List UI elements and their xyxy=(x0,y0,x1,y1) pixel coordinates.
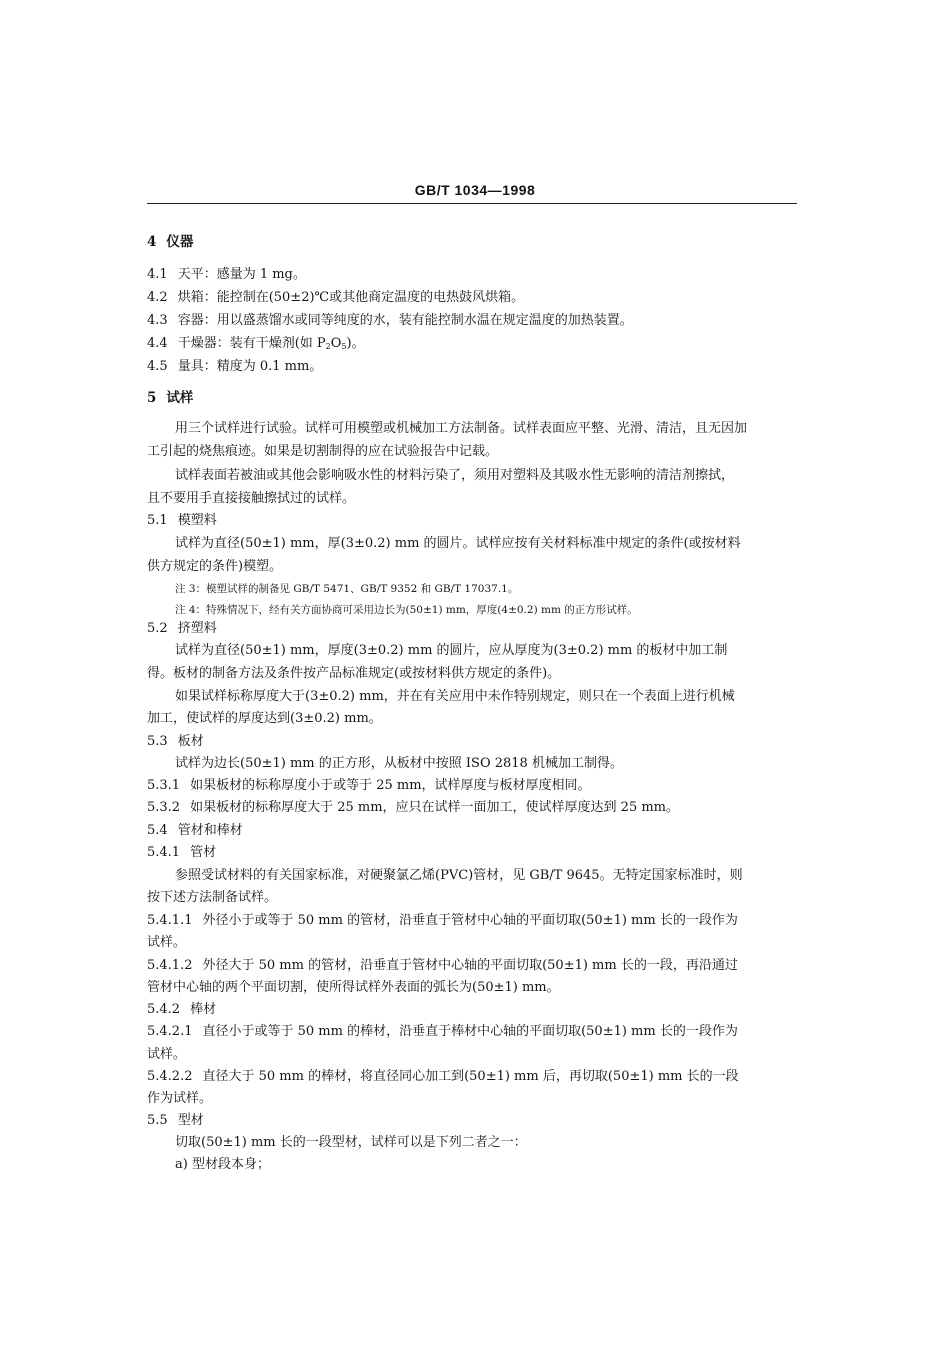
clause-5-4-2-heading: 5.4.2 棒材 xyxy=(147,1002,217,1017)
clause-5-3-1: 5.3.1 如果板材的标称厚度小于或等于 25 mm，试样厚度与板材厚度相同。 xyxy=(147,778,591,793)
paragraph-line: 切取(50±1) mm 长的一段型材，试样可以是下列二者之一： xyxy=(175,1135,527,1150)
paragraph-line: 试样为直径(50±1) mm，厚度(3±0.2) mm 的圆片，应从厚度为(3±0.2) mm 的板材中加工制 xyxy=(175,643,728,658)
clause-5-5-heading: 5.5 型材 xyxy=(147,1113,204,1128)
clause-4-1: 4.1 天平：感量为 1 mg。 xyxy=(147,267,306,282)
clause-4-2: 4.2 烘箱：能控制在(50±2)℃或其他商定温度的电热鼓风烘箱。 xyxy=(147,290,525,305)
paragraph-line: 作为试样。 xyxy=(147,1091,213,1106)
clause-5-4-1-heading: 5.4.1 管材 xyxy=(147,845,217,860)
note-4: 注 4：特殊情况下，经有关方面协商可采用边长为(50±1) mm，厚度(4±0.2) mm 的正方形试样。 xyxy=(175,604,638,616)
paragraph-line: 供方规定的条件)模塑。 xyxy=(147,559,283,574)
clause-4-4: 4.4 干燥器：装有干燥剂(如 $P_2O_5$)。 xyxy=(147,336,365,351)
paragraph-line: 如果试样标称厚度大于(3±0.2) mm，并在有关应用中未作特别规定，则只在一个表面上进行机械 xyxy=(175,689,735,704)
paragraph-line: 试样为边长(50±1) mm 的正方形，从板材中按照 ISO 2818 机械加工制得。 xyxy=(175,756,623,771)
clause-5-3-2: 5.3.2 如果板材的标称厚度大于 25 mm，应只在试样一面加工，使试样厚度达到 25 mm。 xyxy=(147,800,680,815)
clause-5-1-heading: 5.1 模塑料 xyxy=(147,513,217,528)
section-4-heading: 4 仪器 xyxy=(147,234,194,250)
paragraph-line: 试样表面若被油或其他会影响吸水性的材料污染了，须用对塑料及其吸水性无影响的清洁剂擦拭， xyxy=(175,468,735,483)
clause-5-4-1-2: 5.4.1.2 外径大于 50 mm 的管材，沿垂直于管材中心轴的平面切取(50±1) mm 长的一段，再沿通过 xyxy=(147,958,738,973)
clause-5-4-2-1: 5.4.2.1 直径小于或等于 50 mm 的棒材，沿垂直于棒材中心轴的平面切取(50±1) mm 长的一段作为 xyxy=(147,1024,738,1039)
paragraph-line: 试样为直径(50±1) mm，厚(3±0.2) mm 的圆片。试样应按有关材料标准中规定的条件(或按材料 xyxy=(175,536,741,551)
paragraph-line: 试样。 xyxy=(147,935,187,950)
section-5-heading: 5 试样 xyxy=(147,390,194,406)
clause-5-4-1-1: 5.4.1.1 外径小于或等于 50 mm 的管材，沿垂直于管材中心轴的平面切取(50±1) mm 长的一段作为 xyxy=(147,913,738,928)
paragraph-line: 用三个试样进行试验。试样可用模塑或机械加工方法制备。试样表面应平整、光滑、清洁，且无因加 xyxy=(175,421,748,436)
paragraph-line: 且不要用手直接接触擦拭过的试样。 xyxy=(147,491,356,506)
paragraph-line: 试样。 xyxy=(147,1047,187,1062)
paragraph-line: 工引起的烧焦痕迹。如果是切割制得的应在试验报告中记载。 xyxy=(147,444,499,459)
paragraph-line: 按下述方法制备试样。 xyxy=(147,890,278,905)
clause-4-5: 4.5 量具：精度为 0.1 mm。 xyxy=(147,359,323,374)
clause-5-3-heading: 5.3 板材 xyxy=(147,734,204,749)
clause-5-4-2-2: 5.4.2.2 直径大于 50 mm 的棒材，将直径同心加工到(50±1) mm 后，再切取(50±1) mm 长的一段 xyxy=(147,1069,739,1084)
paragraph-line: 加工，使试样的厚度达到(3±0.2) mm。 xyxy=(147,711,382,726)
page-header: GB/T 1034—1998 xyxy=(414,182,536,198)
paragraph-line: 得。板材的制备方法及条件按产品标准规定(或按材料供方规定的条件)。 xyxy=(147,666,561,681)
clause-4-3: 4.3 容器：用以盛蒸馏水或同等纯度的水，装有能控制水温在规定温度的加热装置。 xyxy=(147,313,633,328)
clause-5-4-heading: 5.4 管材和棒材 xyxy=(147,823,243,838)
paragraph-line: 管材中心轴的两个平面切割，使所得试样外表面的弧长为(50±1) mm。 xyxy=(147,980,560,995)
note-3: 注 3：模塑试样的制备见 GB/T 5471、GB/T 9352 和 GB/T 17037.1。 xyxy=(175,583,519,595)
paragraph-line: 参照受试材料的有关国家标准，对硬聚氯乙烯(PVC)管材，见 GB/T 9645。无特定国家标准时，则 xyxy=(175,868,743,883)
list-item-a: a) 型材段本身； xyxy=(175,1157,270,1172)
clause-5-2-heading: 5.2 挤塑料 xyxy=(147,621,217,636)
